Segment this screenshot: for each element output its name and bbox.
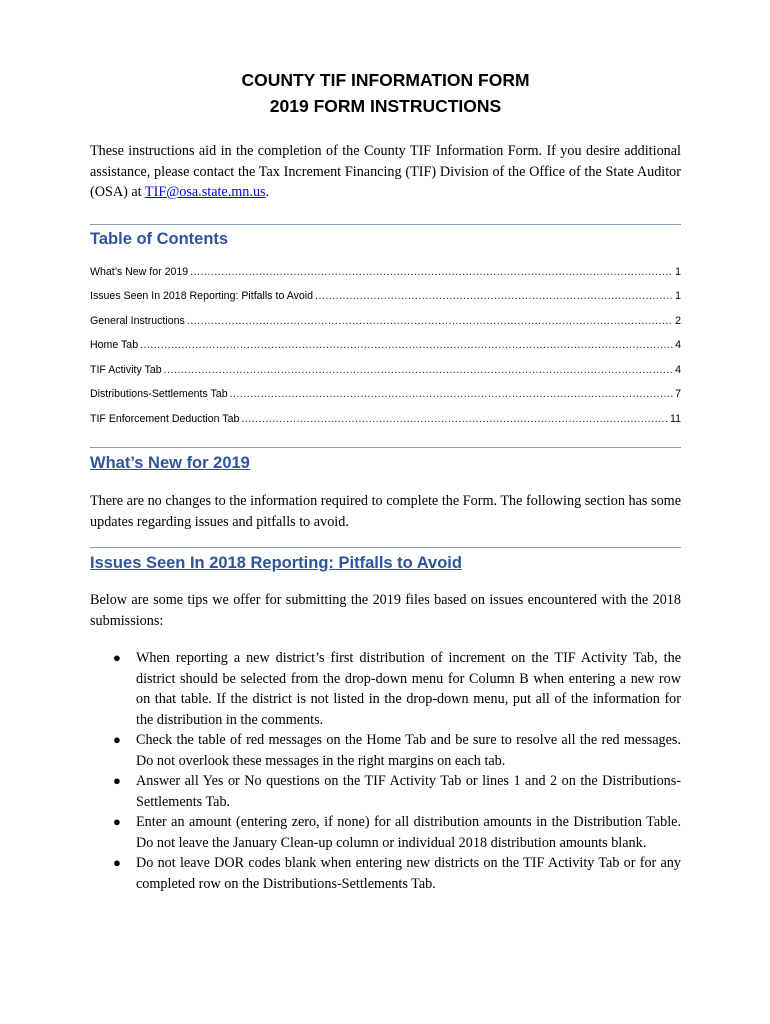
toc-leader <box>230 388 674 400</box>
whats-new-paragraph: There are no changes to the information required to complete the Form. The following section has some updates regarding issues and pitfalls to avoid. <box>90 493 681 530</box>
toc-leader <box>241 413 668 425</box>
title-line-2: 2019 FORM INSTRUCTIONS <box>269 96 502 116</box>
toc-entry-enforcement[interactable] <box>90 413 681 438</box>
document-title <box>90 67 681 119</box>
toc-label: Home Tab <box>90 339 139 351</box>
toc-label: Issues Seen In 2018 Reporting: Pitfalls to Avoid <box>90 290 314 302</box>
toc-divider <box>90 224 681 225</box>
toc-page: 4 <box>675 363 681 376</box>
whats-new-divider <box>90 447 681 448</box>
toc-page: 1 <box>675 290 681 302</box>
table-of-contents <box>90 266 681 438</box>
toc-page: 4 <box>675 339 681 351</box>
toc-label: General Instructions <box>90 314 185 327</box>
email-link[interactable]: TIF@osa.state.mn.us <box>144 184 266 200</box>
list-item <box>90 771 681 812</box>
document-page <box>90 0 681 894</box>
toc-heading: Table of Contents <box>90 229 229 248</box>
toc-entry-general[interactable] <box>90 315 681 340</box>
toc-label: What’s New for 2019 <box>90 265 189 278</box>
toc-leader <box>187 315 673 327</box>
toc-page: 2 <box>675 314 681 327</box>
toc-leader <box>140 339 673 351</box>
toc-label: TIF Enforcement Deduction Tab <box>90 412 240 425</box>
bullet-icon: ● <box>113 732 121 747</box>
toc-leader <box>164 364 673 376</box>
bullet-icon: ● <box>113 773 121 788</box>
intro-text: These instructions aid in the completion of the County TIF Information Form. If you desire additional assistance, please contact the Tax Increment Financing (TIF) Division of the Office of the State Auditor (OSA) at <box>90 143 681 200</box>
issues-divider <box>90 547 681 548</box>
toc-page: 7 <box>675 388 681 400</box>
list-item <box>90 812 681 853</box>
intro-paragraph <box>90 141 681 203</box>
toc-entry-issues[interactable] <box>90 290 681 315</box>
bullet-icon: ● <box>113 855 121 870</box>
issues-heading: Issues Seen In 2018 Reporting: Pitfalls to Avoid <box>90 554 462 572</box>
issues-paragraph: Below are some tips we offer for submitting the 2019 files based on issues encountered with the 2018 submissions: <box>90 592 681 629</box>
toc-entry-whats-new[interactable] <box>90 266 681 291</box>
title-line-1: COUNTY TIF INFORMATION FORM <box>241 70 530 90</box>
toc-label: Distributions-Settlements Tab <box>90 388 228 400</box>
toc-entry-home-tab[interactable] <box>90 339 681 364</box>
bullet-text: Answer all Yes or No questions on the TIF Activity Tab or lines 1 and 2 on the Distributions-Settlements Tab. <box>136 773 681 810</box>
toc-label: TIF Activity Tab <box>90 363 162 376</box>
bullet-text: Check the table of red messages on the Home Tab and be sure to resolve all the red messages. Do not overlook these messages in the right margins on each tab. <box>136 732 681 769</box>
list-item <box>90 730 681 771</box>
toc-leader <box>315 290 673 302</box>
bullet-text: Do not leave DOR codes blank when entering new districts on the TIF Activity Tab or for any completed row on the Distributions-Settlements Tab. <box>136 855 681 892</box>
bullet-icon: ● <box>113 650 121 665</box>
list-item <box>90 648 681 730</box>
bullet-text: Enter an amount (entering zero, if none) for all distribution amounts in the Distribution Table. Do not leave the January Clean-up column or individual 2018 distribution amounts blank. <box>136 814 681 851</box>
toc-leader <box>190 266 673 278</box>
tips-list <box>90 648 681 894</box>
bullet-text: When reporting a new district’s first distribution of increment on the TIF Activity Tab, the district should be selected from the drop-down menu for Column B when entering a new row on that table. If the district is not listed in the drop-down menu, put all of the information for the distribution in the comments. <box>136 650 681 728</box>
whats-new-heading: What’s New for 2019 <box>90 454 250 472</box>
toc-entry-tif-activity[interactable] <box>90 364 681 389</box>
toc-page: 1 <box>675 265 681 278</box>
intro-end: . <box>265 184 270 200</box>
list-item <box>90 853 681 894</box>
toc-entry-distributions[interactable] <box>90 388 681 413</box>
bullet-icon: ● <box>113 814 121 829</box>
toc-page: 11 <box>670 412 681 425</box>
